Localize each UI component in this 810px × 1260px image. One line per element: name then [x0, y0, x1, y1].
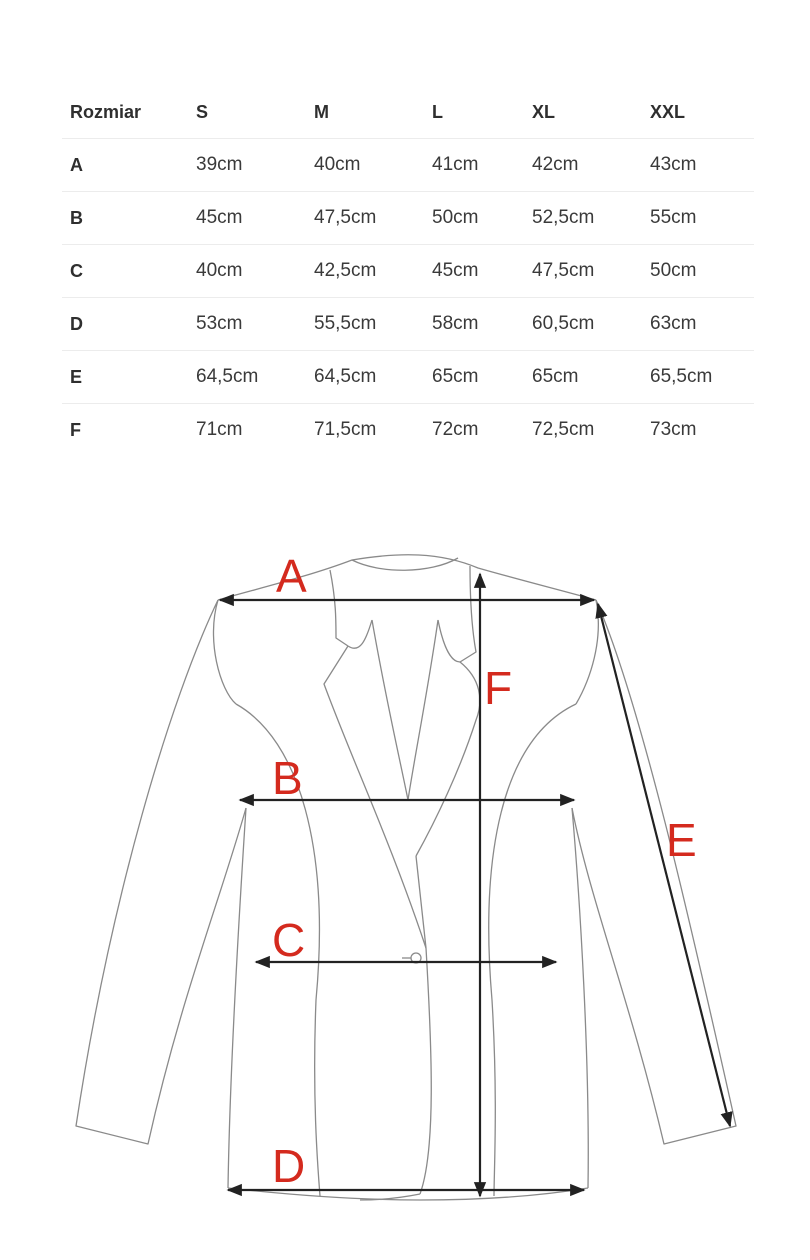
table-cell: 71cm: [196, 419, 243, 440]
table-cell: 53cm: [188, 298, 306, 351]
table-cell: 72,5cm: [532, 419, 595, 440]
row-label: A: [62, 139, 188, 192]
table-cell: 47,5cm: [524, 245, 642, 298]
table-cell: 40cm: [306, 139, 424, 192]
table-row: [62, 245, 754, 298]
table-cell: 52,5cm: [524, 192, 642, 245]
table-cell: 65cm: [524, 351, 642, 404]
table-cell: 55cm: [642, 192, 754, 245]
label-f: F: [484, 662, 513, 714]
table-cell: 42cm: [524, 139, 642, 192]
size-table: [62, 86, 754, 456]
table-row: [62, 298, 754, 351]
table-cell: 71,5cm: [314, 419, 377, 440]
table-cell: 41cm: [424, 139, 524, 192]
header-cell-rozmiar: Rozmiar: [62, 86, 188, 139]
table-header-row: [62, 86, 754, 139]
table-row: [62, 351, 754, 404]
label-d: D: [272, 1140, 306, 1192]
label-a: A: [276, 550, 307, 602]
header-cell-xxl: XXL: [642, 86, 754, 139]
table-cell: 64,5cm: [306, 351, 424, 404]
header-cell-xl: XL: [524, 86, 642, 139]
table-cell: 55,5cm: [306, 298, 424, 351]
table-cell: 50cm: [424, 192, 524, 245]
table-cell: 45cm: [188, 192, 306, 245]
table-cell: 65cm: [424, 351, 524, 404]
table-cell: 64,5cm: [188, 351, 306, 404]
table-cell: 42,5cm: [306, 245, 424, 298]
table-cell: 40cm: [188, 245, 306, 298]
row-label: C: [62, 245, 188, 298]
header-cell-l: L: [424, 86, 524, 139]
table-cell: 43cm: [642, 139, 754, 192]
table-cell: 50cm: [642, 245, 754, 298]
jacket-outline: [76, 555, 736, 1200]
table-cell: 60,5cm: [524, 298, 642, 351]
header-cell-s: S: [188, 86, 306, 139]
row-label: D: [62, 298, 188, 351]
table-cell: 39cm: [188, 139, 306, 192]
header-cell-m: M: [306, 86, 424, 139]
table-cell: 58cm: [424, 298, 524, 351]
measure-line-e: [598, 604, 730, 1126]
table-cell: 63cm: [642, 298, 754, 351]
label-c: C: [272, 914, 306, 966]
table-cell: 45cm: [424, 245, 524, 298]
row-label: B: [62, 192, 188, 245]
table-cell: 73cm: [650, 419, 697, 440]
row-label: F: [70, 419, 81, 440]
jacket-measurement-diagram: [0, 540, 810, 1230]
table-row: [62, 192, 754, 245]
table-row: [62, 139, 754, 192]
label-e: E: [666, 814, 697, 866]
row-label: E: [62, 351, 188, 404]
table-cell: 47,5cm: [306, 192, 424, 245]
table-row: [62, 404, 754, 457]
label-b: B: [272, 752, 303, 804]
table-cell: 72cm: [432, 419, 479, 440]
table-cell: 65,5cm: [642, 351, 754, 404]
